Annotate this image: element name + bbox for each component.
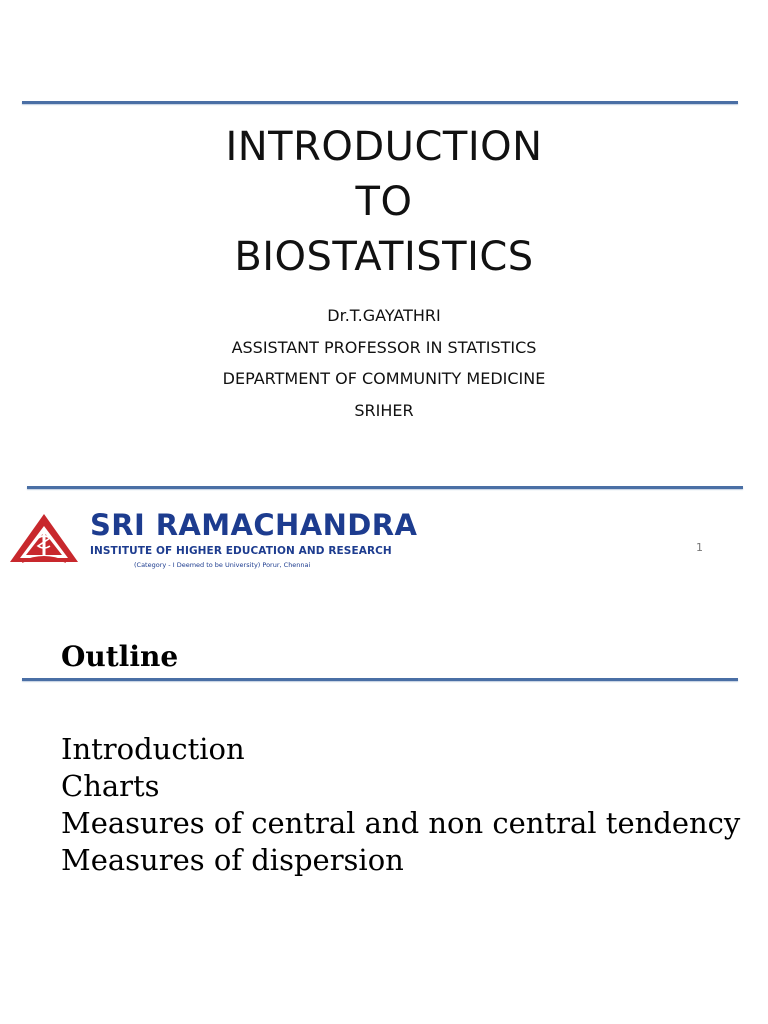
- title-line-2: TO: [355, 179, 413, 225]
- list-item: Measures of central and non central tendency: [61, 806, 741, 840]
- author-department: DEPARTMENT OF COMMUNITY MEDICINE: [222, 369, 546, 388]
- slide-title: [0, 120, 768, 285]
- author-block: [0, 300, 768, 426]
- outline-list: [61, 731, 740, 879]
- bottom-divider: [27, 486, 743, 489]
- title-line-3: BIOSTATISTICS: [234, 234, 534, 280]
- triangle-emblem-icon: [8, 512, 80, 564]
- top-divider: [22, 101, 738, 104]
- institution-logo: [8, 506, 418, 576]
- logo-subtitle: INSTITUTE OF HIGHER EDUCATION AND RESEARCH: [90, 545, 392, 557]
- outline-heading: Outline: [61, 640, 179, 673]
- author-name: Dr.T.GAYATHRI: [327, 306, 441, 325]
- outline-divider: [22, 678, 738, 681]
- outline-slide: [0, 600, 768, 1024]
- list-item: Charts: [61, 769, 160, 803]
- logo-name: SRI RAMACHANDRA: [90, 508, 418, 542]
- list-item: Measures of dispersion: [61, 843, 404, 877]
- title-line-1: INTRODUCTION: [225, 124, 543, 170]
- author-institution: SRIHER: [354, 400, 414, 420]
- logo-note: (Category - I Deemed to be University) Porur, Chennai: [134, 561, 311, 569]
- list-item: Introduction: [61, 732, 245, 766]
- author-position: ASSISTANT PROFESSOR IN STATISTICS: [231, 337, 537, 357]
- page-number: 1: [696, 541, 703, 554]
